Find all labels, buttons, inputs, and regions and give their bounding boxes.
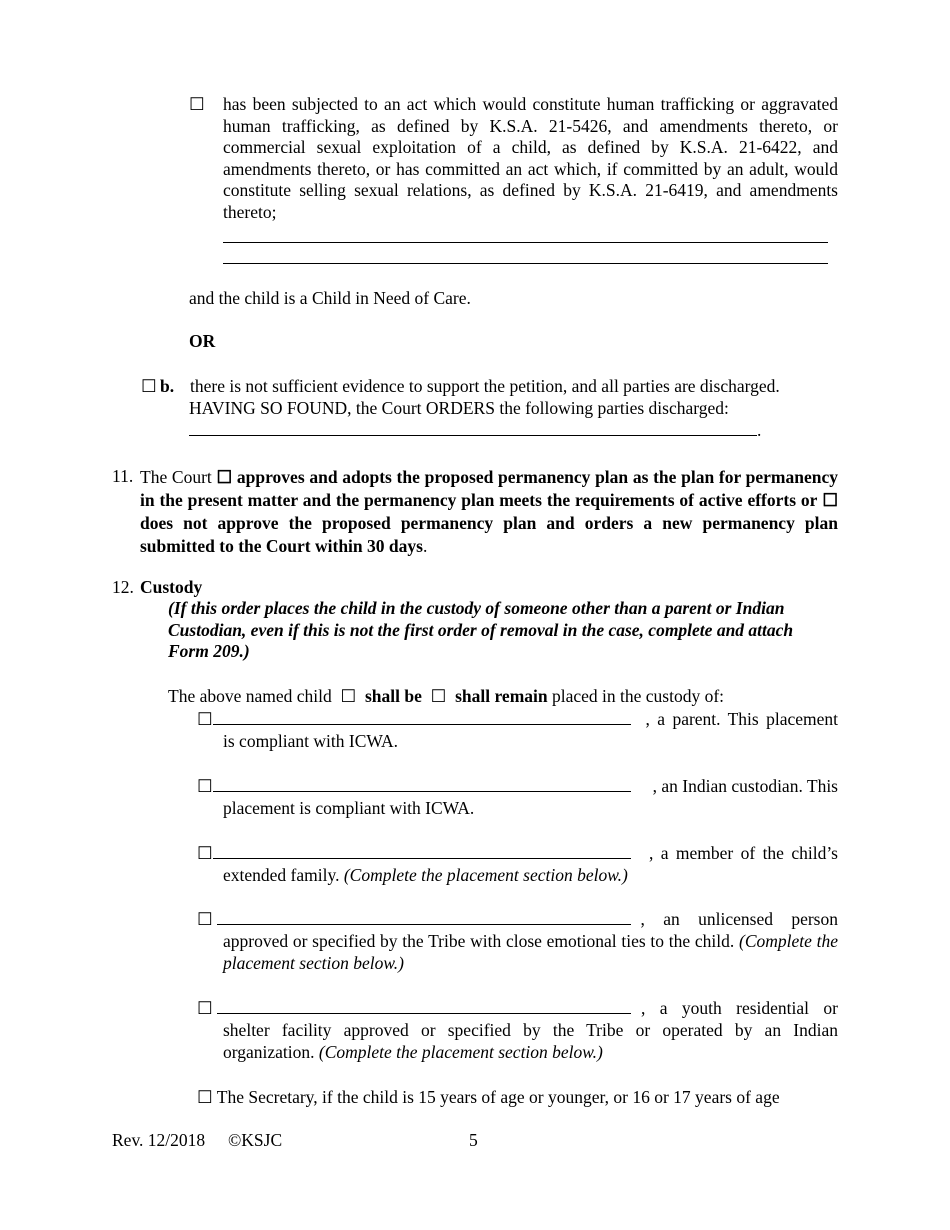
unlicensed-person-note: (Complete the placement section below.) — [223, 931, 839, 973]
footer-page-number: 5 — [469, 1130, 478, 1150]
section-12-instruction: (If this order places the child in the custody of someone other than a parent or Indian Custodian, even if this is not the first order of removal in the case, complete and attach Form 209.) — [168, 598, 794, 661]
approve-checkbox[interactable]: ☐ — [216, 467, 233, 487]
option-b-line1: there is not sufficient evidence to support the petition, and all parties are discharged. — [190, 376, 780, 396]
custody-option-extended-family — [197, 843, 838, 865]
option-b-line2 — [189, 398, 838, 420]
indian-custodian-tail: , an Indian custodian. This — [652, 776, 838, 796]
trafficking-blank-line-2[interactable] — [223, 263, 828, 264]
custody-option-indian-custodian — [197, 776, 838, 798]
unlicensed-person-cont-row — [223, 931, 838, 974]
youth-residential-cont: shelter facility approved or specified by the Tribe or operated by an Indian organization. — [223, 1020, 838, 1062]
option-b-discharged-row — [189, 420, 761, 442]
shall-remain-checkbox[interactable]: ☐ — [430, 686, 447, 706]
custody-option-secretary — [197, 1087, 780, 1109]
or-label: OR — [189, 331, 216, 351]
indian-custodian-checkbox[interactable]: ☐ — [197, 776, 213, 796]
disapprove-text: does not approve the proposed permanency plan and orders a new permanency plan submitted to the Court within 30 days — [140, 513, 838, 556]
extended-family-note: (Complete the placement section below.) — [343, 865, 628, 885]
unlicensed-person-name-blank[interactable] — [217, 909, 631, 925]
option-b-line2-text: HAVING SO FOUND, the Court ORDERS the following parties discharged: — [189, 398, 729, 418]
section-12-number: 12. — [112, 577, 134, 597]
shall-be-label: shall be — [364, 686, 422, 706]
parent-checkbox[interactable]: ☐ — [197, 709, 213, 729]
extended-family-tail: , a member of the child’s — [649, 843, 838, 863]
extended-family-cont-row — [223, 865, 628, 887]
indian-custodian-name-blank[interactable] — [213, 776, 631, 792]
footer-copyright: ©KSJC — [228, 1130, 283, 1150]
youth-residential-cont-row — [223, 1020, 838, 1063]
youth-residential-checkbox[interactable]: ☐ — [197, 998, 213, 1018]
section-11-end: . — [422, 536, 428, 556]
parent-name-blank[interactable] — [213, 709, 631, 725]
section-12-title: Custody — [140, 577, 203, 597]
approve-text: approves and adopts the proposed permanency plan as the plan for permanency in the present matter and the permanency plan meets the requirements of active efforts or — [140, 467, 838, 510]
custody-prefix: The above named child — [168, 686, 332, 706]
section-11-text — [140, 466, 838, 558]
custody-option-youth-residential — [197, 998, 838, 1020]
parent-cont: is compliant with ICWA. — [223, 731, 398, 751]
trafficking-text: has been subjected to an act which would constitute human trafficking or aggravated human trafficking, as defined by K.S.A. 21-5426, and amendments thereto, or commercial sexual exploitation of a child, as defined by K.S.A. 21-6422, and amendments thereto, or has committed an act which, if committed by an adult, would constitute selling sexual relations, as defined by K.S.A. 21-6419, and amendments thereto; — [223, 94, 838, 222]
indian-custodian-cont: placement is compliant with ICWA. — [223, 798, 475, 818]
youth-residential-name-blank[interactable] — [217, 998, 631, 1014]
option-b-letter: b. — [160, 376, 175, 396]
conclusion-text: and the child is a Child in Need of Care. — [189, 288, 471, 308]
shall-remain-label: shall remain — [455, 686, 548, 706]
unlicensed-person-checkbox[interactable]: ☐ — [197, 909, 213, 929]
option-b-checkbox[interactable]: ☐ — [141, 376, 157, 396]
custody-option-unlicensed-person — [197, 909, 838, 931]
discharged-parties-blank[interactable] — [189, 420, 757, 436]
unlicensed-person-cont: approved or specified by the Tribe with close emotional ties to the child. — [223, 931, 735, 951]
disapprove-checkbox[interactable]: ☐ — [822, 490, 839, 510]
secretary-checkbox[interactable]: ☐ — [197, 1087, 213, 1107]
extended-family-cont: extended family. — [223, 865, 340, 885]
trafficking-checkbox[interactable]: ☐ — [189, 94, 205, 114]
shall-be-checkbox[interactable]: ☐ — [340, 686, 357, 706]
youth-residential-tail: , a youth residential or — [641, 998, 838, 1018]
custody-option-parent — [197, 709, 838, 731]
youth-residential-note: (Complete the placement section below.) — [318, 1041, 603, 1062]
parent-tail: , a parent. This placement — [645, 709, 838, 729]
trafficking-blank-line-1[interactable] — [223, 242, 828, 243]
custody-statement — [168, 686, 724, 708]
custody-suffix: placed in the custody of: — [552, 686, 725, 706]
secretary-text: The Secretary, if the child is 15 years of age or younger, or 16 or 17 years of age — [216, 1087, 780, 1107]
extended-family-name-blank[interactable] — [213, 843, 631, 859]
unlicensed-person-tail: , an unlicensed person — [640, 909, 838, 929]
option-b-end: . — [757, 420, 762, 440]
extended-family-checkbox[interactable]: ☐ — [197, 843, 213, 863]
section-11-intro: The Court — [140, 467, 212, 487]
section-11-number: 11. — [112, 466, 134, 486]
footer-revision: Rev. 12/2018 — [112, 1130, 206, 1150]
